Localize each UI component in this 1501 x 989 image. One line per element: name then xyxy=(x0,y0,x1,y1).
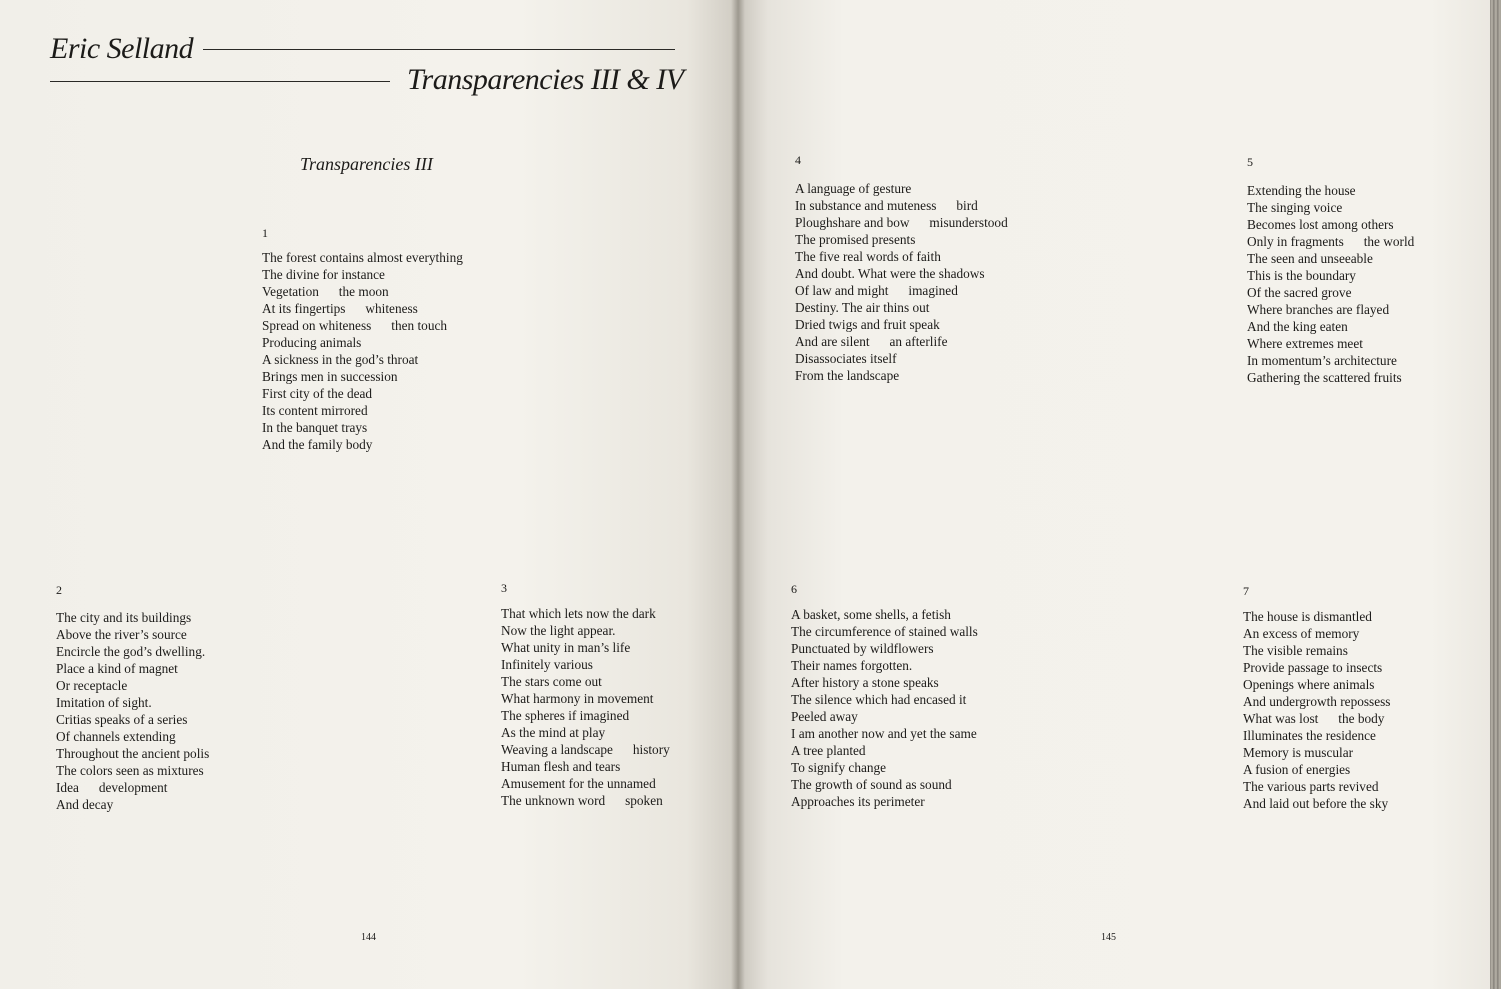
poem-line: Throughout the ancient polis xyxy=(56,746,210,761)
poem-number: 1 xyxy=(262,226,268,240)
poem-line: In the banquet trays xyxy=(262,420,368,435)
poem-line: First city of the dead xyxy=(262,386,373,401)
poem-line: Illuminates the residence xyxy=(1243,728,1376,743)
left-page xyxy=(0,0,738,989)
poem-line: And are silent an afterlife xyxy=(795,334,948,349)
poem-line: The house is dismantled xyxy=(1243,609,1372,624)
poem-line: An excess of memory xyxy=(1243,626,1360,641)
poem-line: That which lets now the dark xyxy=(501,606,656,621)
poem-6 xyxy=(791,582,978,810)
poem-7 xyxy=(1243,584,1390,812)
poem-line: This is the boundary xyxy=(1247,268,1356,283)
poem-line: The spheres if imagined xyxy=(501,708,630,723)
poem-line: Weaving a landscape history xyxy=(501,742,670,757)
poem-line: To signify change xyxy=(791,760,887,775)
poem-number: 4 xyxy=(795,153,801,167)
poem-line: A language of gesture xyxy=(795,181,912,196)
poem-line: And laid out before the sky xyxy=(1243,796,1389,811)
poem-line: Amusement for the unnamed xyxy=(501,776,656,791)
page-number: 144 xyxy=(361,932,376,943)
poem-line: Spread on whiteness then touch xyxy=(262,318,448,333)
poem-line: Peeled away xyxy=(791,709,858,724)
poem-line: The forest contains almost everything xyxy=(262,250,463,265)
book-gutter xyxy=(731,0,745,989)
poem-lines xyxy=(1243,608,1390,812)
poem-line: And doubt. What were the shadows xyxy=(795,266,985,281)
title-rule-bottom xyxy=(50,81,390,82)
poem-lines xyxy=(795,180,1008,384)
poem-line: Now the light appear. xyxy=(501,623,616,638)
author-name: Eric Selland xyxy=(50,32,194,65)
poem-3 xyxy=(501,581,670,809)
poem-line: A tree planted xyxy=(791,743,866,758)
poem-line: And decay xyxy=(56,797,114,812)
poem-line: Vegetation the moon xyxy=(262,284,389,299)
poem-line: Place a kind of magnet xyxy=(56,661,178,676)
poem-line: What harmony in movement xyxy=(501,691,654,706)
poem-line: The singing voice xyxy=(1247,200,1343,215)
poem-line: The city and its buildings xyxy=(56,610,192,625)
poem-line: I am another now and yet the same xyxy=(791,726,977,741)
poem-line: Human flesh and tears xyxy=(501,759,621,774)
poem-line: At its fingertips whiteness xyxy=(262,301,418,316)
poem-line: And the family body xyxy=(262,437,373,452)
poem-line: The growth of sound as sound xyxy=(791,777,952,792)
poem-line: Imitation of sight. xyxy=(56,695,152,710)
poem-line: Gathering the scattered fruits xyxy=(1247,370,1402,385)
poem-line: Where branches are flayed xyxy=(1247,302,1390,317)
poem-line: Openings where animals xyxy=(1243,677,1375,692)
poem-line: What was lost the body xyxy=(1243,711,1385,726)
poem-line: Dried twigs and fruit speak xyxy=(795,317,940,332)
sequence-title: Transparencies III & IV xyxy=(407,63,684,96)
poem-number: 6 xyxy=(791,582,797,596)
poem-line: The visible remains xyxy=(1243,643,1348,658)
poem-line: Infinitely various xyxy=(501,657,593,672)
poem-line: Above the river’s source xyxy=(56,627,187,642)
poem-line: Ploughshare and bow misunderstood xyxy=(795,215,1008,230)
poem-line: Punctuated by wildflowers xyxy=(791,641,934,656)
poem-5 xyxy=(1247,155,1414,386)
poem-number: 3 xyxy=(501,581,507,595)
poem-line: Of the sacred grove xyxy=(1247,285,1352,300)
poem-lines xyxy=(56,609,209,813)
poem-line: The five real words of faith xyxy=(795,249,941,264)
poem-line: A basket, some shells, a fetish xyxy=(791,607,951,622)
poem-number: 7 xyxy=(1243,584,1249,598)
poem-line: From the landscape xyxy=(795,368,900,383)
poem-line: The various parts revived xyxy=(1243,779,1379,794)
poem-line: As the mind at play xyxy=(501,725,606,740)
poem-line: A fusion of energies xyxy=(1243,762,1351,777)
poem-line: Disassociates itself xyxy=(795,351,897,366)
poem-line: After history a stone speaks xyxy=(791,675,939,690)
poem-line: Critias speaks of a series xyxy=(56,712,188,727)
poem-2 xyxy=(56,583,209,813)
poem-line: The unknown word spoken xyxy=(501,793,663,808)
poem-line: What unity in man’s life xyxy=(501,640,631,655)
poem-line: The colors seen as mixtures xyxy=(56,763,204,778)
poem-line: Memory is muscular xyxy=(1243,745,1354,760)
poem-line: The seen and unseeable xyxy=(1247,251,1373,266)
poem-line: Destiny. The air thins out xyxy=(795,300,930,315)
title-rule-top xyxy=(203,49,675,50)
poem-line: And the king eaten xyxy=(1247,319,1348,334)
poem-line: Approaches its perimeter xyxy=(791,794,925,809)
poem-line: A sickness in the god’s throat xyxy=(262,352,419,367)
poem-lines xyxy=(1247,182,1414,386)
poem-line: In momentum’s architecture xyxy=(1247,353,1397,368)
poem-lines xyxy=(262,249,463,453)
poem-line: The silence which had encased it xyxy=(791,692,967,707)
poem-number: 5 xyxy=(1247,155,1253,169)
poem-line: Of law and might imagined xyxy=(795,283,958,298)
poem-lines xyxy=(791,606,978,810)
poem-line: The promised presents xyxy=(795,232,916,247)
page-number: 145 xyxy=(1101,932,1116,943)
poem-line: Encircle the god’s dwelling. xyxy=(56,644,206,659)
poem-line: Or receptacle xyxy=(56,678,128,693)
poem-line: The stars come out xyxy=(501,674,602,689)
poem-line: Its content mirrored xyxy=(262,403,368,418)
poem-line: Becomes lost among others xyxy=(1247,217,1394,232)
poem-line: Where extremes meet xyxy=(1247,336,1363,351)
poem-line: Extending the house xyxy=(1247,183,1356,198)
section-title: Transparencies III xyxy=(300,154,433,174)
poem-line: And undergrowth repossess xyxy=(1243,694,1391,709)
poem-line: Only in fragments the world xyxy=(1247,234,1415,249)
poem-line: Provide passage to insects xyxy=(1243,660,1383,675)
poem-line: The divine for instance xyxy=(262,267,385,282)
page-edge xyxy=(1490,0,1501,989)
poem-line: Their names forgotten. xyxy=(791,658,913,673)
poem-line: The circumference of stained walls xyxy=(791,624,978,639)
poem-line: In substance and muteness bird xyxy=(795,198,978,213)
poem-1 xyxy=(262,226,463,453)
poem-number: 2 xyxy=(56,583,62,597)
poem-line: Idea development xyxy=(56,780,168,795)
poem-line: Of channels extending xyxy=(56,729,176,744)
right-page xyxy=(738,0,1490,989)
poem-line: Producing animals xyxy=(262,335,362,350)
poem-lines xyxy=(501,605,670,809)
poem-4 xyxy=(795,153,1008,384)
poem-line: Brings men in succession xyxy=(262,369,398,384)
